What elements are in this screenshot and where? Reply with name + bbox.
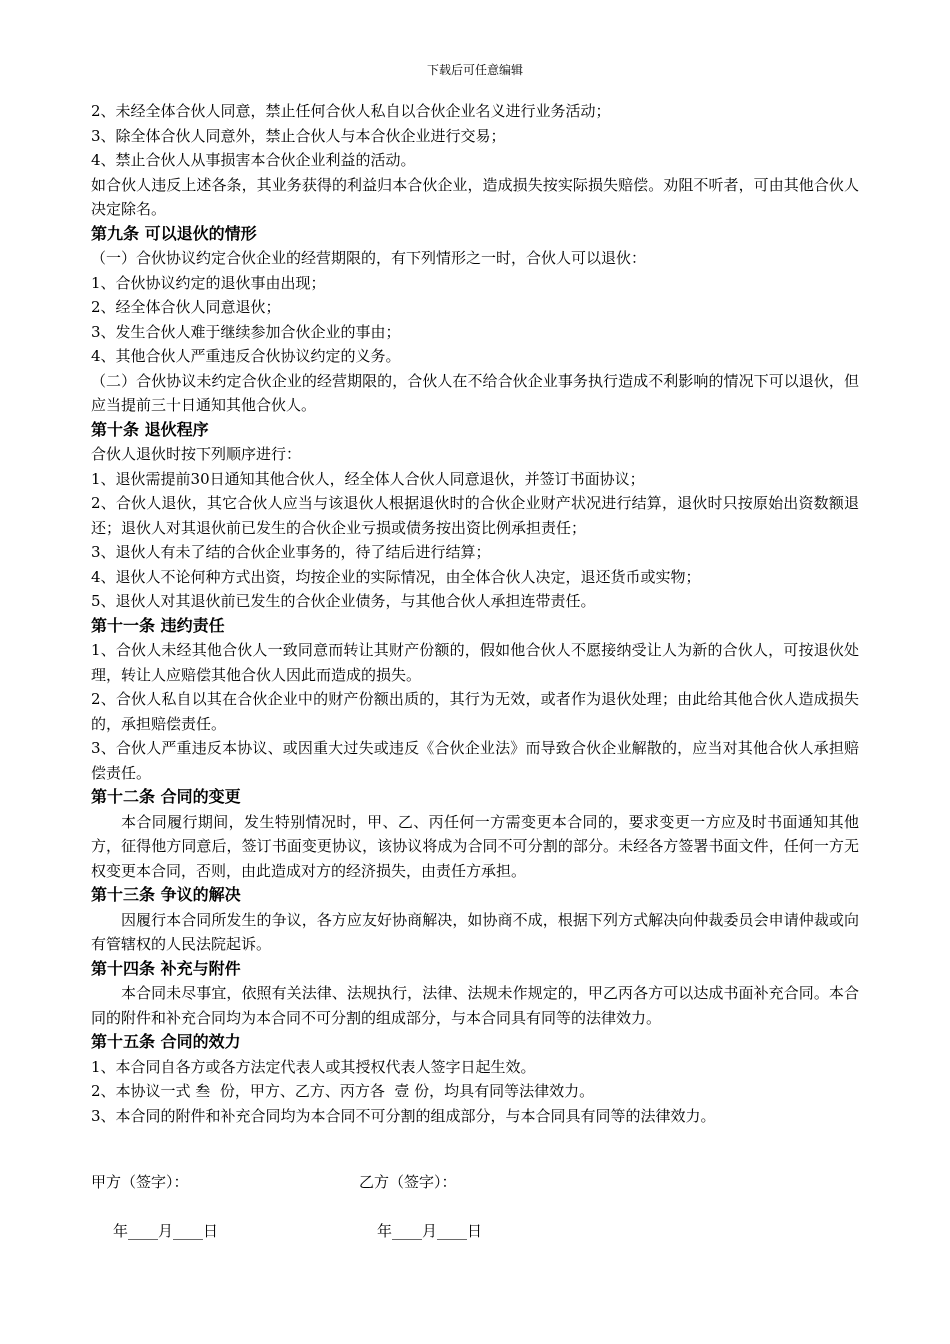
party-a-date-field: 年____月____日 bbox=[113, 1222, 219, 1240]
paragraph: （二）合伙协议未约定合伙企业的经营期限的，合伙人在不给合伙企业事务执行造成不利影响的情况下可以退伙，但应当提前三十日通知其他合伙人。 bbox=[91, 371, 859, 414]
paragraph: 2、经全体合伙人同意退伙； bbox=[91, 298, 281, 316]
paragraph: 1、合伙协议约定的退伙事由出现； bbox=[91, 273, 326, 292]
party-b-signature-label: 乙方（签字）： bbox=[359, 1173, 457, 1191]
paragraph: 本合同履行期间，发生特别情况时，甲、乙、丙任何一方需变更本合同的，要求变更一方应及时书面通知其他方，征得他方同意后，签订书面变更协议，该协议将成为合同不可分割的部分。未经各方签署书面文件，任何一方无权变更本合同，否则，由此造成对方的经济损失，由责任方承担。 bbox=[91, 812, 859, 880]
section-heading-10: 第十条 退伙程序 bbox=[91, 419, 209, 439]
party-a-signature-label: 甲方（签字）： bbox=[91, 1173, 189, 1191]
party-b-date-field: 年____月____日 bbox=[377, 1222, 483, 1240]
paragraph: 4、退伙人不论何种方式出资，均按企业的实际情况，由全体合伙人决定，退还货币或实物； bbox=[91, 567, 701, 586]
paragraph: 2、合伙人私自以其在合伙企业中的财产份额出质的，其行为无效，或者作为退伙处理；由此给其他合伙人造成损失的，承担赔偿责任。 bbox=[91, 690, 859, 733]
paragraph: 3、退伙人有未了结的合伙企业事务的，待了结后进行结算； bbox=[91, 543, 491, 561]
paragraph: 3、本合同的附件和补充合同均为本合同不可分割的组成部分，与本合同具有同等的法律效力。 bbox=[91, 1106, 716, 1125]
page-header: 下载后可任意编辑 bbox=[426, 63, 523, 77]
section-heading-9: 第九条 可以退伙的情形 bbox=[91, 223, 257, 243]
paragraph: 2、未经全体合伙人同意，禁止任何合伙人私自以合伙企业名义进行业务活动； bbox=[91, 102, 611, 120]
paragraph: 1、退伙需提前30日通知其他合伙人，经全体人合伙人同意退伙，并签订书面协议； bbox=[91, 469, 645, 488]
paragraph: 如合伙人违反上述各条，其业务获得的利益归本合伙企业，造成损失按实际损失赔偿。劝阻不听者，可由其他合伙人决定除名。 bbox=[91, 175, 859, 218]
paragraph: 2、本协议一式 叁 份，甲方、乙方、丙方各 壹 份，均具有同等法律效力。 bbox=[91, 1082, 595, 1100]
section-heading-11: 第十一条 违约责任 bbox=[91, 615, 225, 635]
paragraph: 本合同未尽事宜，依照有关法律、法规执行，法律、法规未作规定的，甲乙丙各方可以达成书面补充合同。本合同的附件和补充合同均为本合同不可分割的组成部分，与本合同具有同等的法律效力。 bbox=[91, 984, 859, 1027]
paragraph: （一）合伙协议约定合伙企业的经营期限的，有下列情形之一时，合伙人可以退伙： bbox=[91, 249, 647, 267]
paragraph: 4、禁止合伙人从事损害本合伙企业利益的活动。 bbox=[91, 151, 416, 169]
paragraph: 4、其他合伙人严重违反合伙协议约定的义务。 bbox=[91, 347, 401, 365]
paragraph: 2、合伙人退伙，其它合伙人应当与该退伙人根据退伙时的合伙企业财产状况进行结算，退伙时只按原始出资数额退还；退伙人对其退伙前已发生的合伙企业亏损或债务按出资比例承担责任； bbox=[91, 494, 859, 537]
paragraph: 3、发生合伙人难于继续参加合伙企业的事由； bbox=[91, 322, 401, 341]
section-heading-13: 第十三条 争议的解决 bbox=[91, 885, 241, 904]
paragraph: 3、合伙人严重违反本协议、或因重大过失或违反《合伙企业法》而导致合伙企业解散的，应当对其他合伙人承担赔偿责任。 bbox=[91, 739, 859, 782]
paragraph: 1、合伙人未经其他合伙人一致同意而转让其财产份额的，假如他合伙人不愿接纳受让人为新的合伙人，可按退伙处理，转让人应赔偿其他合伙人因此而造成的损失。 bbox=[91, 641, 859, 684]
section-heading-12: 第十二条 合同的变更 bbox=[91, 787, 241, 806]
paragraph: 5、退伙人对其退伙前已发生的合伙企业债务，与其他合伙人承担连带责任。 bbox=[91, 592, 596, 610]
section-heading-15: 第十五条 合同的效力 bbox=[91, 1032, 241, 1051]
paragraph: 合伙人退伙时按下列顺序进行： bbox=[91, 445, 302, 463]
paragraph: 3、除全体合伙人同意外，禁止合伙人与本合伙企业进行交易； bbox=[91, 126, 506, 145]
document-body bbox=[91, 99, 859, 1128]
paragraph: 1、本合同自各方或各方法定代表人或其授权代表人签字日起生效。 bbox=[91, 1057, 536, 1076]
paragraph: 因履行本合同所发生的争议，各方应友好协商解决，如协商不成，根据下列方式解决向仲裁委员会申请仲裁或向有管辖权的人民法院起诉。 bbox=[91, 910, 859, 953]
section-heading-14: 第十四条 补充与附件 bbox=[91, 958, 241, 978]
